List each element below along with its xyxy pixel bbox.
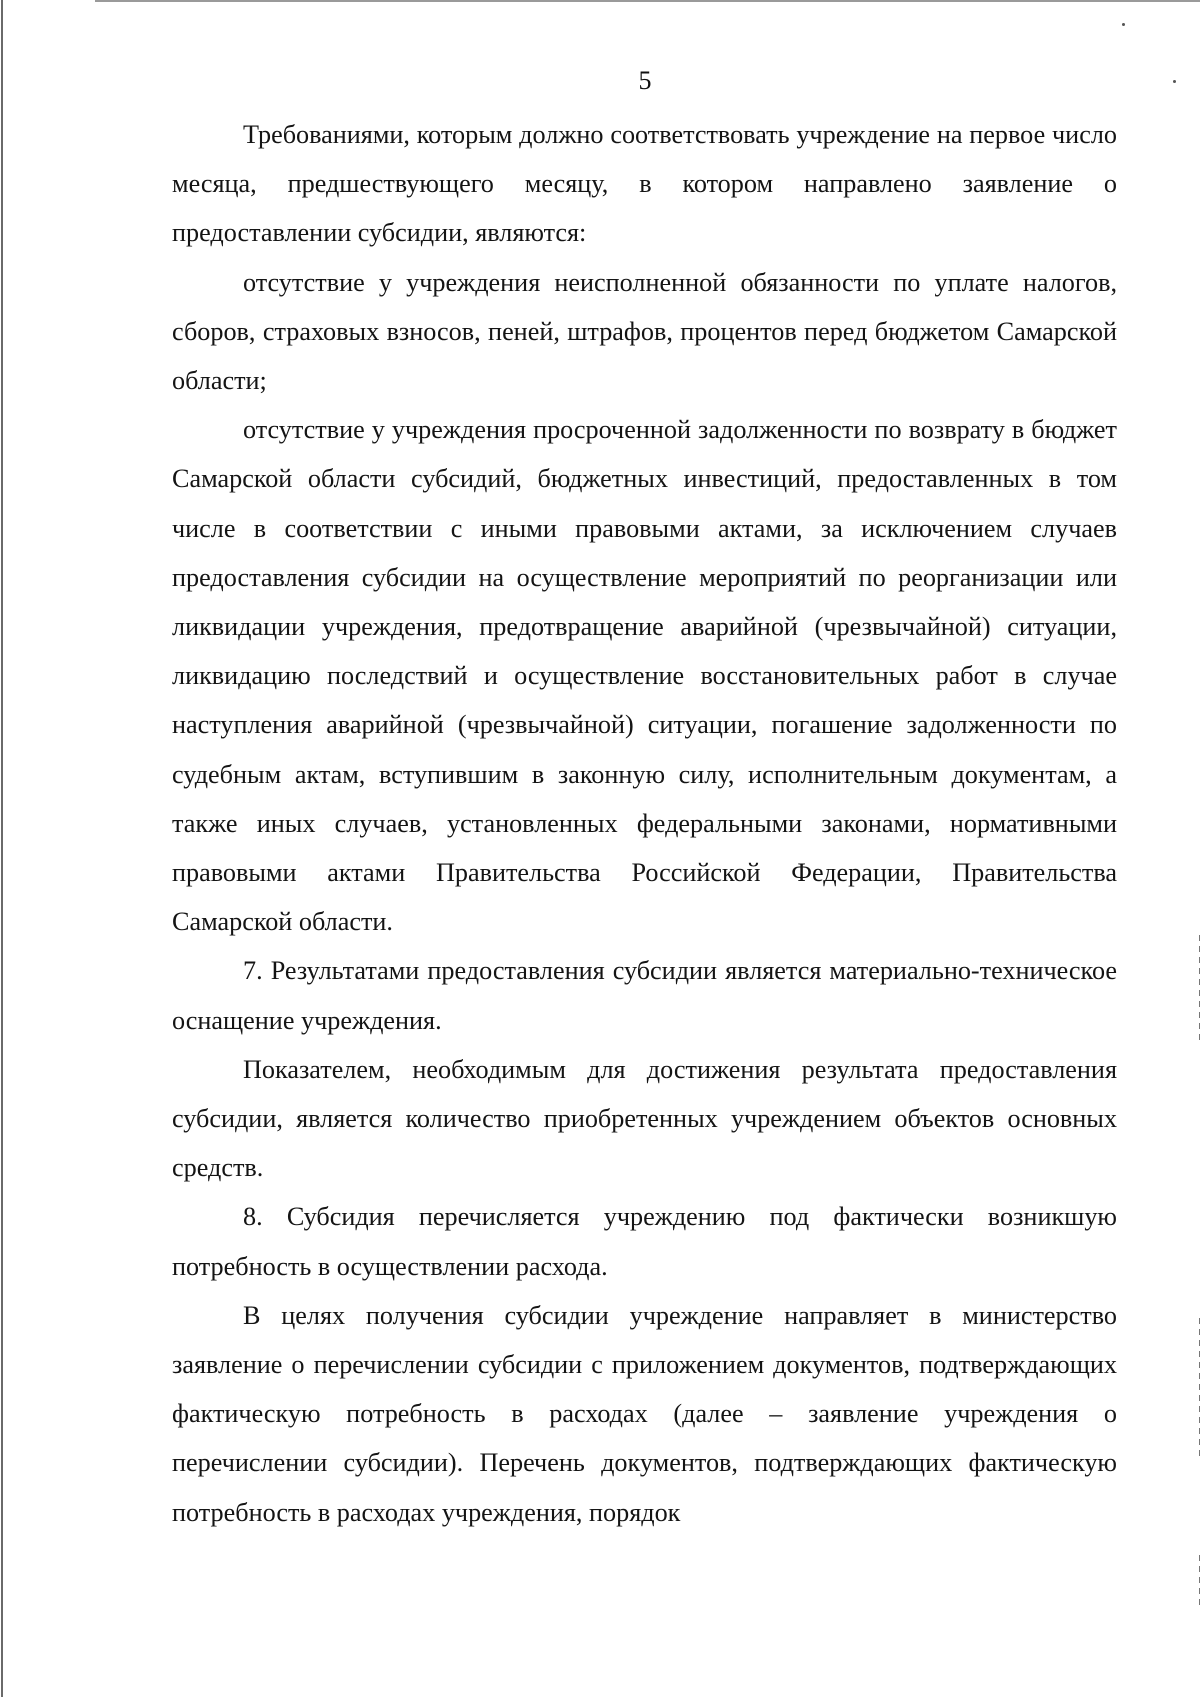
document-body	[172, 110, 1117, 1537]
paragraph: отсутствие у учреждения просроченной задолженности по возврату в бюджет Самарской области субсидий, бюджетных инвестиций, предоставленных в том числе в соответствии с иными правовыми актами, за исключением случаев предоставления субсидии на осуществление мероприятий по реорганизации или ликвидации учреждения, предотвращение аварийной (чрезвычайной) ситуации, ликвидацию последствий и осуществление восстановительных работ в случае наступления аварийной (чрезвычайной) ситуации, погашение задолженности по судебным актам, вступившим в законную силу, исполнительным документам, а также иных случаев, установленных федеральными законами, нормативными правовыми актами Правительства Российской Федерации, Правительства Самарской области.	[172, 415, 1117, 937]
paragraph: Требованиями, которым должно соответствовать учреждение на первое число месяца, предшествующего месяцу, в котором направлено заявление о предоставлении субсидии, являются:	[172, 120, 1117, 248]
scan-speck	[1122, 23, 1125, 26]
page-number: 5	[638, 66, 652, 95]
paragraph: отсутствие у учреждения неисполненной обязанности по уплате налогов, сборов, страховых взносов, пеней, штрафов, процентов перед бюджетом Самарской области;	[172, 267, 1117, 396]
scan-left-edge	[1, 0, 3, 1697]
scan-top-edge	[95, 0, 1200, 2]
paragraph: В целях получения субсидии учреждение направляет в министерство заявление о перечислении субсидии с приложением документов, подтверждающих фактическую потребность в расходах (далее – заявление учреждения о перечислении субсидии). Перечень документов, подтверждающих фактическую потребность в расходах учреждения, порядок	[172, 1300, 1117, 1527]
paragraph: 7. Результатами предоставления субсидии является материально-техническое оснащение учреждения.	[172, 956, 1117, 1035]
paragraph: Показателем, необходимым для достижения результата предоставления субсидии, является количество приобретенных учреждением объектов основных средств.	[172, 1054, 1117, 1183]
paragraph: 8. Субсидия перечисляется учреждению под фактически возникшую потребность в осуществлении расхода.	[172, 1202, 1117, 1281]
